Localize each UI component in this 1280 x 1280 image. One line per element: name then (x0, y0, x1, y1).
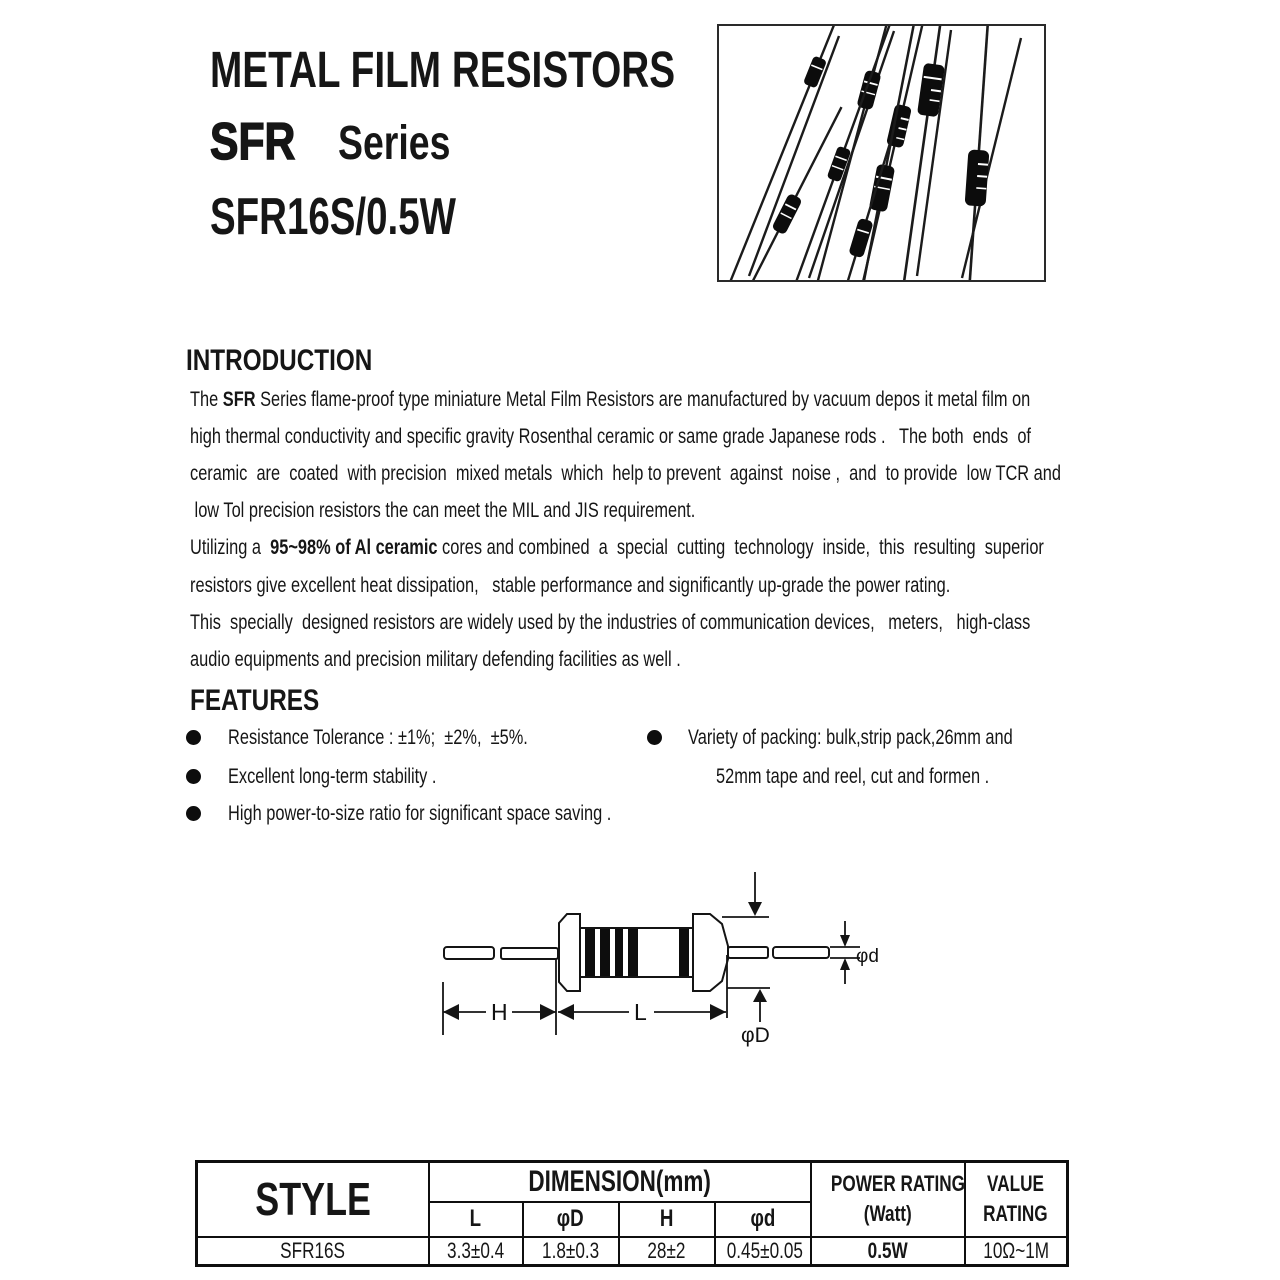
feature-item: Resistance Tolerance : ±1%; ±2%, ±5%. (228, 726, 528, 749)
bullet-icon (186, 730, 201, 745)
body-length-label: L (634, 999, 647, 1025)
cell-H: 28±2 (619, 1237, 715, 1266)
cell-power: 0.5W (811, 1237, 965, 1266)
paragraph-line: Utilizing a 95~98% of Al ceramic cores and combined a special cutting technology inside, this resulting superior (190, 536, 1044, 560)
cell-phiD: 1.8±0.3 (523, 1237, 619, 1266)
dimension-header-cell: DIMENSION(mm) (429, 1162, 811, 1202)
model-number: SFR16S/0.5W (210, 188, 456, 246)
paragraph-line: low Tol precision resistors the can meet the MIL and JIS requirement. (190, 499, 696, 523)
bullet-icon (186, 769, 201, 784)
introduction-heading: INTRODUCTION (186, 344, 373, 377)
value-rating-header-cell: VALUE RATING (965, 1162, 1068, 1237)
feature-item: High power-to-size ratio for significant space saving . (228, 802, 612, 825)
feature-item: Excellent long-term stability . (228, 765, 437, 788)
resistors-photo-image (719, 26, 1044, 280)
cell-value: 10Ω~1M (965, 1237, 1068, 1266)
paragraph-line: audio equipments and precision military defending facilities as well . (190, 647, 681, 671)
left-lead-wire (444, 947, 558, 959)
col-header-H: H (619, 1202, 715, 1237)
paragraph-line: high thermal conductivity and specific gravity Rosenthal ceramic or same grade Japanese rods . The both ends of (190, 424, 1031, 448)
resistor-body (559, 914, 728, 991)
cell-style: SFR16S (197, 1237, 429, 1266)
paragraph-line: The SFR Series flame-proof type miniature Metal Film Resistors are manufactured by vacuum depos it metal film on (190, 387, 1031, 411)
dimension-diagram (430, 860, 910, 1060)
bullet-icon (186, 806, 201, 821)
lead-diameter-label: φd (856, 946, 879, 967)
spec-table (195, 1160, 1069, 1267)
series-name: SFR (210, 113, 296, 171)
series-word: Series (338, 117, 451, 170)
col-header-phid: φd (715, 1202, 811, 1237)
right-lead-wire (728, 947, 829, 958)
cell-L: 3.3±0.4 (429, 1237, 523, 1266)
cell-phid: 0.45±0.05 (715, 1237, 811, 1266)
style-header-cell: STYLE (197, 1162, 429, 1237)
paragraph-line: resistors give excellent heat dissipation, stable performance and significantly up-grade the power rating. (190, 573, 951, 597)
paragraph-line: ceramic are coated with precision mixed metals which help to prevent against noise , and to provide low TCR and (190, 461, 1062, 485)
power-rating-header-cell: POWER RATING (Watt) (811, 1162, 965, 1237)
bullet-icon (647, 730, 662, 745)
lead-length-label: H (491, 999, 508, 1025)
col-header-phiD: φD (523, 1202, 619, 1237)
page-title: METAL FILM RESISTORS (210, 41, 676, 98)
body-diameter-label: φD (741, 1024, 770, 1047)
paragraph-line: This specially designed resistors are widely used by the industries of communication devices, meters, high-class (190, 610, 1031, 634)
feature-item: Variety of packing: bulk,strip pack,26mm and (688, 726, 1013, 749)
introduction-paragraph (190, 381, 1250, 679)
feature-item-continued: 52mm tape and reel, cut and formen . (716, 765, 990, 788)
resistors-photo (717, 24, 1046, 282)
table-row (197, 1237, 1068, 1266)
col-header-L: L (429, 1202, 523, 1237)
features-heading: FEATURES (190, 684, 320, 717)
